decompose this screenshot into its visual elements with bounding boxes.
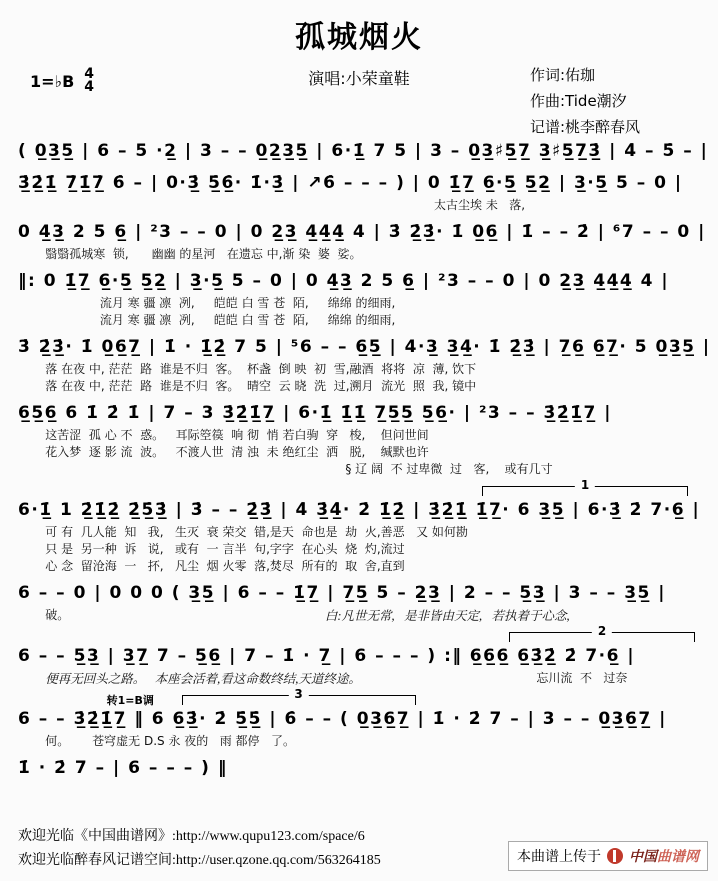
lyric-row [18, 540, 700, 557]
score-system [18, 580, 700, 623]
lyric-row [18, 732, 700, 749]
score-system [18, 624, 700, 686]
lyric-text: § 辽 阔 不 过卑微 过 客, 或有几寸 [345, 462, 553, 476]
lyric-text: 翳翳孤城寒 锁, 幽幽 的星河 在遗忘 中,渐 染 婆 娑。 [45, 247, 362, 261]
key-label: 1=♭B [30, 71, 75, 91]
score-system [18, 478, 701, 574]
volta-bracket-1 [482, 478, 689, 496]
lyric-text: 落 在夜 中, 茫茫 路 谁是不归 客。 杯盏 倒 映 初 雪,融酒 将将 凉 薄, 饮下 [45, 362, 477, 376]
score-system [18, 219, 706, 262]
volta-bracket-2 [509, 624, 695, 642]
lyric-row [18, 377, 700, 394]
lyric-text: 可 有 几人能 知 我, 生灭 衰 荣交 错,是天 命也是 劫 火,善恶 又 如何勘 [45, 525, 468, 539]
lyric-text: 流月 寒 疆 凛 冽, 皑皑 白 雪 苍 陌, 绵绵 的细雨, [99, 313, 396, 327]
notation-line: 0 4̲3̲ 2 5 6̲ | ²3 – – 0 | 0 2̲3̲ 4̲4̲4̲ 4 | 3̇ 2̲̇3̲̇· 1̇ 0̲6̲ | 1̇ – – 2̇ | ⁶7 – – 0 | [18, 222, 706, 242]
lyric-row [18, 460, 700, 477]
lyric-row [18, 669, 700, 686]
lyric-row [18, 606, 700, 623]
volta-bracket-3 [182, 687, 416, 705]
lyric-text: 流月 寒 疆 凛 冽, 皑皑 白 雪 苍 陌, 绵绵 的细雨, [99, 296, 396, 310]
notation-line: 6 – – 3̲̇2̲̇1̲̇7̲ ‖ 6 6̲3̲̇· 2̇ 5̲̇5̲̇ | 6̇ – – ( 0̲3̲6̲7̲ | 1̇ · 2̇ 7 – | 3 – – 0̲3̲6̲7̲ | [18, 709, 667, 729]
transcriber-credit: 记谱:桃李醉春风 [530, 118, 641, 136]
lyric-row [18, 245, 700, 262]
header-meta [0, 60, 718, 138]
lyric-text: 花入梦 逐 影 流 波。 不渡人世 清 浊 未 绝红尘 洒 脱, 缄默也许 [45, 445, 429, 459]
overlay-row [18, 478, 700, 497]
lyric-row [18, 311, 700, 328]
score-system [18, 334, 711, 394]
lyric-row [18, 426, 700, 443]
song-title: 孤城烟火 [295, 20, 423, 55]
score-system [18, 268, 700, 328]
overlay-row [18, 624, 700, 643]
lyric-row [18, 196, 700, 213]
lyric-row [18, 523, 700, 540]
volta-label: 3 [288, 687, 308, 701]
badge-prefix: 本曲谱上传于 [517, 849, 601, 865]
upload-badge [508, 841, 708, 871]
score-system [18, 755, 700, 781]
qupu-logo-icon [607, 848, 623, 864]
score-system [18, 400, 700, 477]
lyric-row [18, 443, 700, 460]
notation-line: 3̲̇2̲̇1̲̇ 7̲̇1̲̇7̲̇ 6̇ – | 0·3̲̇ 5̲̇6̲̇· 1̇·3̲̇ | ↗6̇ – – – ) | 0 1̲̇7̲ 6̲·5̲ 5̲2̲ | 3̲·5̲ 5 – 0 | [18, 173, 683, 193]
notation-line: 6̲5̲6̲ 6 1̇ 2̇ 1̇ | 7 – 3 3̲̇2̲̇1̲̇7̲ | 6·1̲̇ 1̲̇1̲̇ 7̲5̲5̲ 5̲6̲· | ²3 – – 3̲̇2̲̇1̲̇7̲ | [18, 403, 612, 423]
notation-line: 6 – – 5̲3̲ | 3̲7̲ 7 – 5̲6̲ | 7 – 1̇ · 7̲ | 6 – – – ) :‖ 6̲6̲6̲ 6̲3̲̇2̲̇ 2̇ 7·6̲ | [18, 646, 636, 666]
score-system [18, 138, 709, 164]
lyric-text: 心 念 留沧海 一 抔, 凡尘 烟 火零 落,焚尽 所有的 取 舍,直到 [45, 559, 405, 573]
lyric-text: 落 在夜 中, 茫茫 路 谁是不归 客。 晴空 云 晓 洗 过,溯月 流光 照 我, 镜中 [45, 379, 477, 393]
notation-line: ‖: 0 1̲̇7̲ 6̲·5̲ 5̲2̲ | 3̲·5̲ 5 – 0 | 0 4̲3̲ 2 5 6̲ | ²3 – – 0 | 0 2̲3̲ 4̲4̲4̲ 4 | [18, 271, 670, 291]
score [0, 138, 718, 781]
notation-line: 6·1̲̇ 1 2̲̇1̲̇2̲̇ 2̲̇5̲̇3̲̇ | 3̇ – – 2̲̇3̲̇ | 4̇ 3̲̇4̲̇· 2̇ 1̲̇2̲̇ | 3̲̇2̲̇1̲̇ 1̲̇7̲· 6 3̲5̲ | 6·3̲̇ 2̇ 7·6̲ | [18, 500, 701, 520]
lyric-row [18, 360, 700, 377]
credits-block [530, 62, 640, 140]
qzone-link: 欢迎光临醉春风记谱空间:http://user.qzone.qq.com/563264185 [18, 853, 381, 868]
time-signature: 4 4 [84, 66, 95, 95]
lyric-text: 只 是 另一种 诉 说, 或有 一 言半 句,字字 在心头 烧 灼,流过 [45, 542, 405, 556]
qupu-site-link: 欢迎光临《中国曲谱网》:http://www.qupu123.com/space/6 [18, 829, 365, 844]
footer [0, 825, 718, 873]
performer-credit: 演唱:小荣童鞋 [308, 69, 410, 88]
spoken-lyric: 白:凡世无常, 是非皆由天定, 若执着于心念, [324, 609, 570, 623]
notation-line: 3̇ 2̲̇3̲̇· 1̇ 0̲6̲7̲ | 1̇ · 1̲̇2̲̇ 7 5 | ⁵6 – – 6̲5̲ | 4·3̲ 3̲4̲· 1̇ 2̲̇3̲̇ | 7̲6̲ 6̲7̲· 5 0̲3̲5̲ | [18, 337, 711, 357]
overlay-row [18, 687, 700, 707]
lyric-row [18, 294, 700, 311]
composer-credit: 作曲:Tide潮汐 [530, 92, 627, 110]
score-system [18, 170, 700, 213]
lyric-text: 何。 苍穹虚无 D.S 永 夜的 雨 都停 了。 [45, 734, 295, 748]
lyric-text: 忘川流 不 过奈 [536, 671, 628, 685]
brand-text: 中国曲谱网 [629, 849, 699, 865]
modulation-note: 转1=B调 [106, 694, 154, 707]
volta-label: 1 [575, 478, 595, 492]
score-system [18, 687, 700, 749]
volta-label: 2 [592, 624, 612, 638]
lyric-text: 太古尘埃 未 落, [434, 198, 526, 212]
notation-line: 1̇ · 2̇ 7 – | 6 – – – ) ‖ [18, 758, 228, 778]
lyric-row [18, 557, 700, 574]
notation-line: ( 0̲3̲5̲ | 6 – 5 ·2̲ | 3 – – 0̲2̲3̲5̲ | 6·1̲̇ 7 5 | 3 – 0̲3̲♯5̲7̲ 3̲♯5̲7̲3̲̇ | 4̇ – 5̇ – | [18, 141, 709, 161]
lyric-text: 破。 [45, 608, 70, 622]
spoken-lyric: 便再无回头之路。 本座会活着,看这命数终结,天道终途。 [45, 672, 361, 686]
lyric-text: 这苦涩 孤 心 不 惑。 耳际箜篌 响 彻 悄 若白驹 穿 梭, 但问世间 [45, 428, 429, 442]
notation-line: 6 – – 0 | 0 0 0 ( 3̲5̲ | 6 – – 1̲̇7̲ | 7̲5̲ 5 – 2̲3̲ | 2 – – 5̲3̲ | 3 – – 3̲5̲ | [18, 583, 666, 603]
lyricist-credit: 作词:佑珈 [530, 66, 596, 84]
